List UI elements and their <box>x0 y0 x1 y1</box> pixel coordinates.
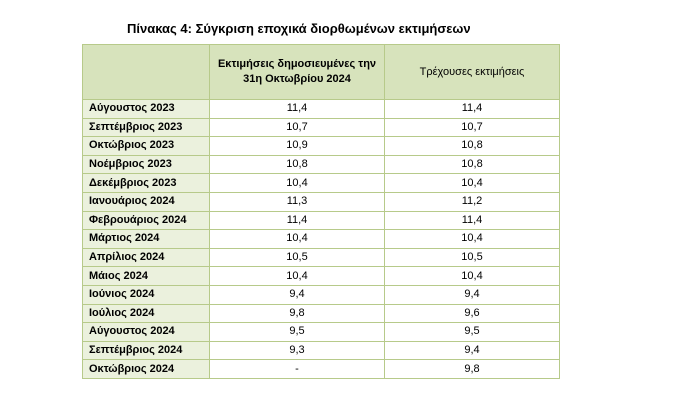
row-month-label: Ιούλιος 2024 <box>83 304 210 323</box>
published-estimate-cell: 10,4 <box>210 174 385 193</box>
published-estimate-cell: - <box>210 360 385 379</box>
current-estimate-cell: 11,4 <box>385 211 560 230</box>
table-row <box>83 304 560 323</box>
row-month-label: Μάιος 2024 <box>83 267 210 286</box>
published-estimate-cell: 11,4 <box>210 100 385 119</box>
current-estimate-cell: 10,4 <box>385 230 560 249</box>
row-month-label: Απρίλιος 2024 <box>83 248 210 267</box>
current-estimate-cell: 10,8 <box>385 137 560 156</box>
table-row <box>83 118 560 137</box>
published-estimate-cell: 10,4 <box>210 267 385 286</box>
current-estimate-cell: 9,4 <box>385 285 560 304</box>
table-header-row <box>83 45 560 100</box>
table-row <box>83 211 560 230</box>
published-estimate-cell: 9,4 <box>210 285 385 304</box>
row-month-label: Σεπτέμβριος 2023 <box>83 118 210 137</box>
current-estimate-cell: 9,4 <box>385 341 560 360</box>
current-estimate-cell: 9,5 <box>385 323 560 342</box>
row-month-label: Μάρτιος 2024 <box>83 230 210 249</box>
published-estimate-cell: 9,8 <box>210 304 385 323</box>
published-estimate-cell: 10,9 <box>210 137 385 156</box>
table-caption: Πίνακας 4: Σύγκριση εποχικά διορθωμένων εκτιμήσεων <box>127 21 471 36</box>
row-month-label: Νοέμβριος 2023 <box>83 155 210 174</box>
current-estimate-cell: 10,4 <box>385 267 560 286</box>
current-estimate-cell: 9,8 <box>385 360 560 379</box>
table-row <box>83 174 560 193</box>
table-row <box>83 230 560 249</box>
table-row <box>83 155 560 174</box>
current-estimate-cell: 10,7 <box>385 118 560 137</box>
published-estimate-cell: 9,5 <box>210 323 385 342</box>
header-published-estimates: Εκτιμήσεις δημοσιευμένες την 31η Οκτωβρίου 2024 <box>210 45 385 100</box>
table-row <box>83 192 560 211</box>
current-estimate-cell: 9,6 <box>385 304 560 323</box>
current-estimate-cell: 10,8 <box>385 155 560 174</box>
published-estimate-cell: 10,8 <box>210 155 385 174</box>
published-estimate-cell: 9,3 <box>210 341 385 360</box>
row-month-label: Ιούνιος 2024 <box>83 285 210 304</box>
table-row <box>83 323 560 342</box>
published-estimate-cell: 10,4 <box>210 230 385 249</box>
header-corner-cell <box>83 45 210 100</box>
row-month-label: Φεβρουάριος 2024 <box>83 211 210 230</box>
table-body <box>83 100 560 379</box>
table-row <box>83 360 560 379</box>
row-month-label: Οκτώβριος 2024 <box>83 360 210 379</box>
table-row <box>83 341 560 360</box>
table-row <box>83 248 560 267</box>
row-month-label: Αύγουστος 2023 <box>83 100 210 119</box>
published-estimate-cell: 11,4 <box>210 211 385 230</box>
published-estimate-cell: 11,3 <box>210 192 385 211</box>
row-month-label: Ιανουάριος 2024 <box>83 192 210 211</box>
table-row <box>83 267 560 286</box>
table-row <box>83 137 560 156</box>
table-row <box>83 100 560 119</box>
header-current-estimates: Τρέχουσες εκτιμήσεις <box>385 45 560 100</box>
row-month-label: Οκτώβριος 2023 <box>83 137 210 156</box>
table-row <box>83 285 560 304</box>
published-estimate-cell: 10,7 <box>210 118 385 137</box>
estimates-table <box>82 44 560 379</box>
current-estimate-cell: 10,4 <box>385 174 560 193</box>
current-estimate-cell: 11,4 <box>385 100 560 119</box>
current-estimate-cell: 10,5 <box>385 248 560 267</box>
row-month-label: Σεπτέμβριος 2024 <box>83 341 210 360</box>
row-month-label: Δεκέμβριος 2023 <box>83 174 210 193</box>
current-estimate-cell: 11,2 <box>385 192 560 211</box>
row-month-label: Αύγουστος 2024 <box>83 323 210 342</box>
published-estimate-cell: 10,5 <box>210 248 385 267</box>
